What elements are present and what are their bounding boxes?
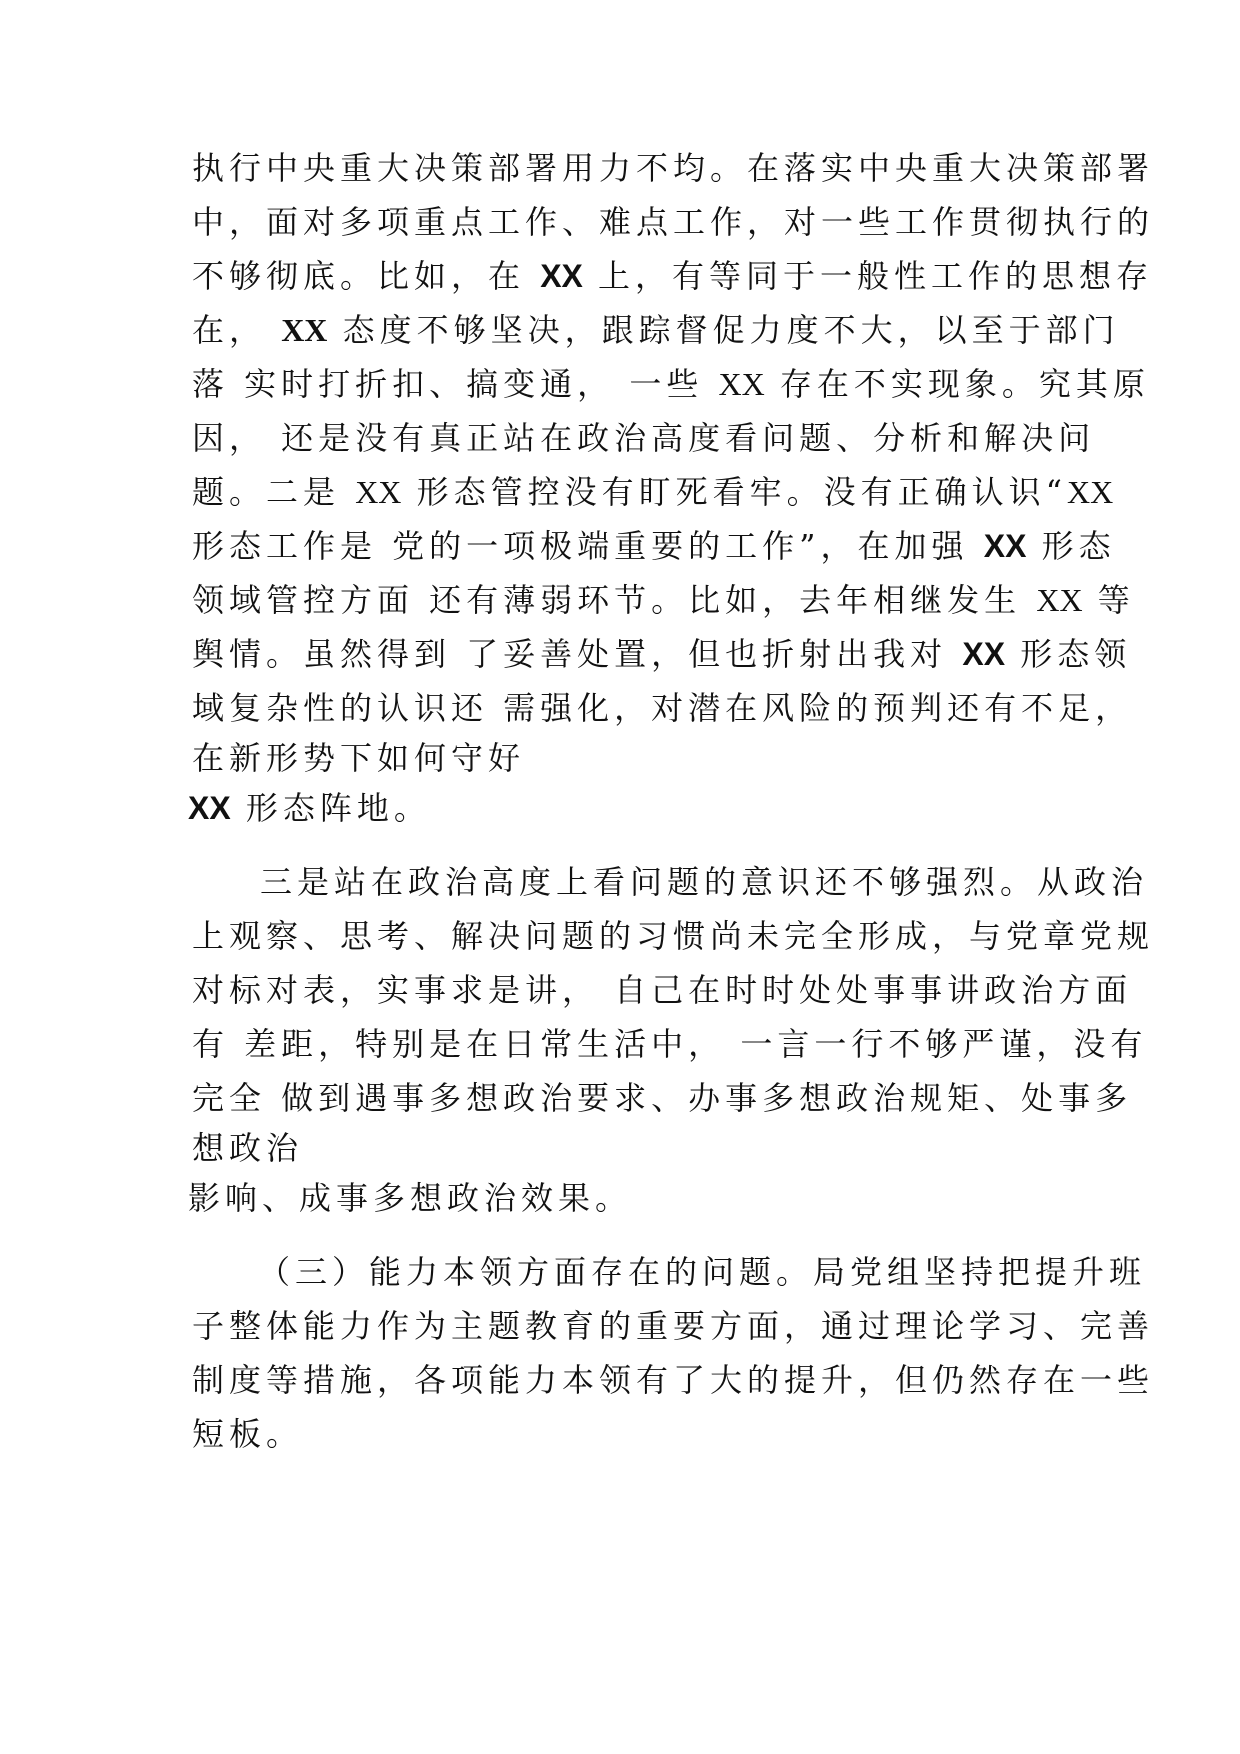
text-line: 题。二是 XX 形态管控没有盯死看牢。没有正确认识“XX — [192, 473, 1114, 511]
text-line: 对标对表，实事求是讲， 自己在时时处处事事讲政治方面 — [192, 971, 1133, 1009]
text-line: 制度等措施，各项能力本领有了大的提升，但仍然存在一些 — [192, 1361, 1155, 1399]
text-line: 影响、成事多想政治效果。 — [188, 1179, 633, 1217]
text-line: 因， 还是没有真正站在政治高度看问题、分析和解决问 — [192, 419, 1096, 457]
text-line: 舆情。虽然得到 了妥善处置，但也折射出我对 XX 形态领 — [192, 635, 1132, 673]
placeholder-xx: XX — [962, 636, 1006, 672]
placeholder-xx: XX — [281, 312, 328, 348]
text-line: 域复杂性的认识还 需强化，对潜在风险的预判还有不足， — [192, 689, 1133, 727]
text-line: 形态工作是 党的一项极端重要的工作”，在加强 XX 形态 — [192, 527, 1116, 565]
placeholder-xx: XX — [188, 790, 231, 826]
text-line: XX 形态阵地。 — [188, 789, 431, 827]
placeholder-xx: XX — [1036, 582, 1083, 618]
text-line: 领域管控方面 还有薄弱环节。比如，去年相继发生 XX 等 — [192, 581, 1135, 619]
text-line: 在新形势下如何守好 — [192, 739, 526, 777]
text-line: 子整体能力作为主题教育的重要方面，通过理论学习、完善 — [192, 1307, 1155, 1345]
placeholder-xx: XX — [718, 366, 765, 402]
placeholder-xx: XX — [983, 528, 1027, 564]
text-line: 有 差距，特别是在日常生活中， 一言一行不够严谨，没有 — [192, 1025, 1148, 1063]
text-line: 完全 做到遇事多想政治要求、办事多想政治规矩、处事多 — [192, 1079, 1133, 1117]
placeholder-xx: XX — [1066, 474, 1114, 510]
text-line: 中，面对多项重点工作、难点工作，对一些工作贯彻执行的 — [192, 203, 1155, 241]
placeholder-xx: XX — [355, 474, 402, 510]
text-line: 短板。 — [192, 1415, 304, 1453]
text-line: 在， XX 态度不够坚决，跟踪督促力度不大，以至于部门 — [192, 311, 1120, 349]
text-line: 落 实时打折扣、搞变通， 一些 XX 存在不实现象。究其原 — [192, 365, 1150, 403]
text-line: 不够彻底。比如，在 XX 上，有等同于一般性工作的思想存 — [192, 257, 1154, 295]
text-line: 上观察、思考、解决问题的习惯尚未完全形成，与党章党规 — [192, 917, 1155, 955]
paragraph-first-line: 三是站在政治高度上看问题的意识还不够强烈。从政治 — [260, 863, 1149, 901]
section-heading-line: （三）能力本领方面存在的问题。局党组坚持把提升班 — [258, 1253, 1147, 1291]
text-line: 想政治 — [192, 1129, 304, 1167]
text-line: 执行中央重大决策部署用力不均。在落实中央重大决策部署 — [192, 149, 1155, 187]
placeholder-xx: XX — [540, 258, 583, 294]
